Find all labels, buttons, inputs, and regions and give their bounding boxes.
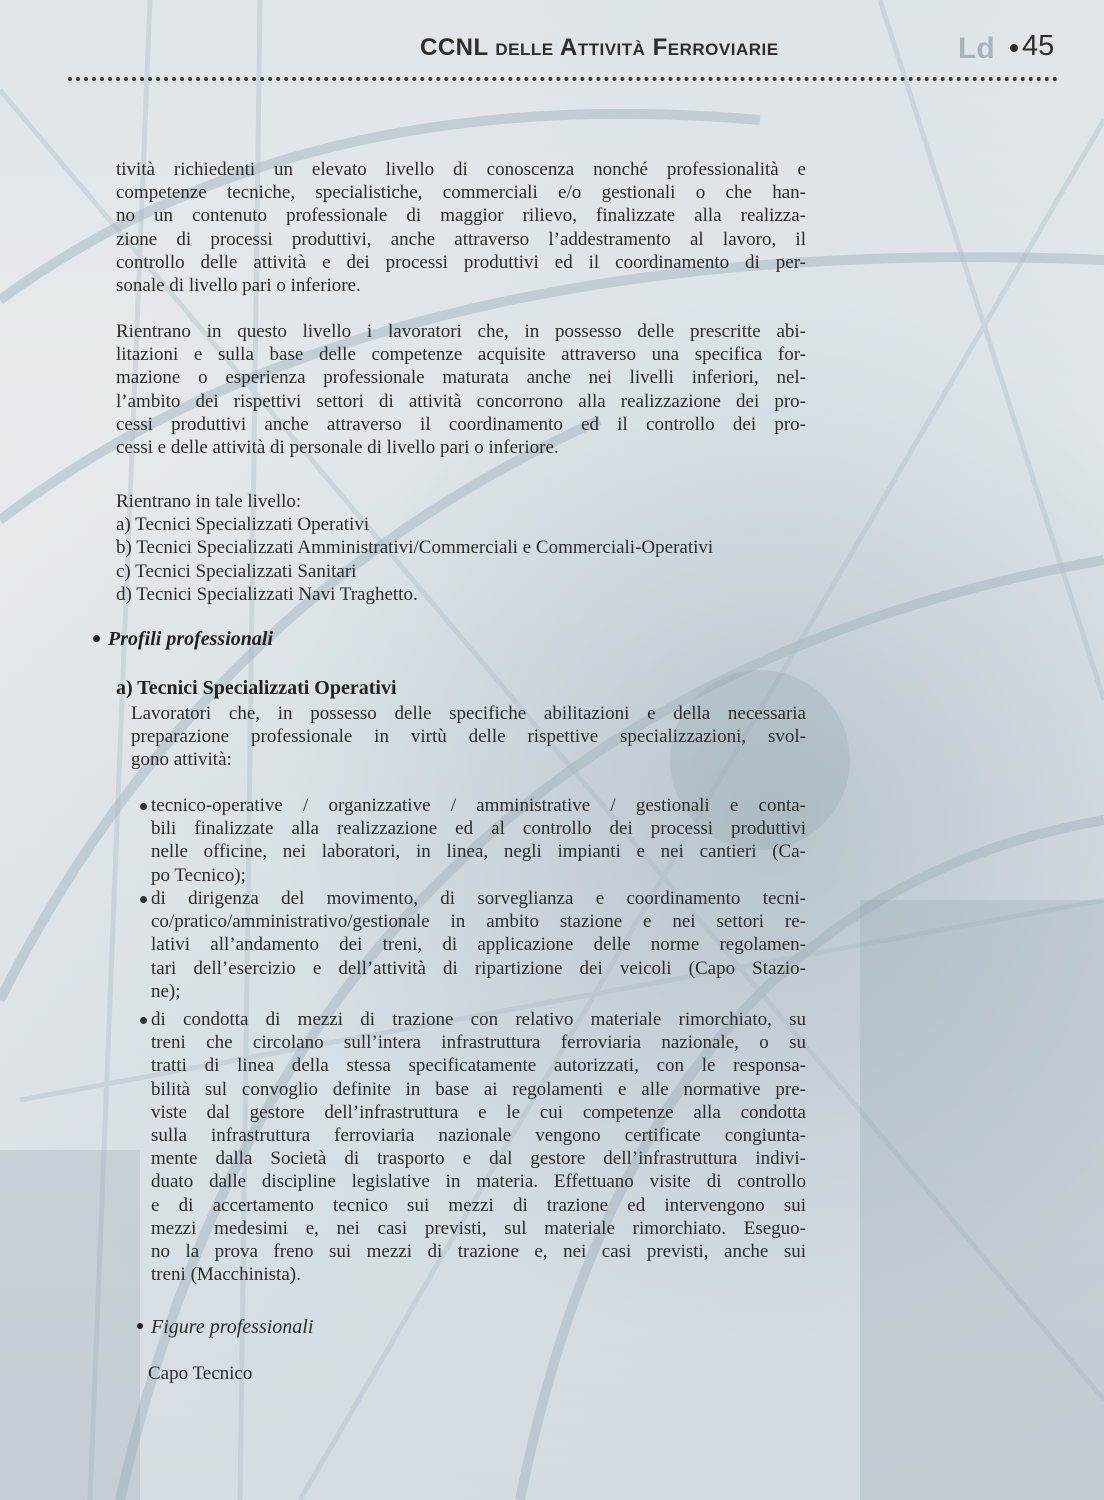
text-line: controllo delle attività e dei processi produttivi ed il coordinamento di per- xyxy=(116,251,806,273)
intro-paragraph xyxy=(116,158,806,297)
text-line: sonale di livello pari o inferiore. xyxy=(116,274,361,296)
profile-intro-paragraph xyxy=(131,702,806,772)
text-line: duato dalle discipline legislative in materia. Effettuano visite di controllo xyxy=(151,1171,806,1193)
text-line: co/pratico/amministrativo/gestionale in ambito stazione e nei settori re- xyxy=(151,911,806,933)
activity-item-capo-stazione xyxy=(151,887,806,1003)
level-description-paragraph xyxy=(116,320,806,459)
text-line: cessi e delle attività di personale di livello pari o inferiore. xyxy=(116,436,559,458)
header-separator-dot xyxy=(1010,44,1018,52)
text-line: no un contenuto professionale di maggior rilievo, finalizzate alla realizza- xyxy=(116,205,806,227)
page-number: 45 xyxy=(1022,30,1055,62)
text-line: di condotta di mezzi di trazione con relativo materiale rimorchiato, su xyxy=(151,1009,806,1030)
section-heading-text: Profili professionali xyxy=(108,628,274,650)
text-line: sulla infrastruttura ferroviaria nazionale vengono certificate congiunta- xyxy=(151,1124,806,1146)
text-line: nelle officine, nei laboratori, in linea, negli impianti e nei cantieri (Ca- xyxy=(151,841,806,863)
heading-bullet xyxy=(137,1323,143,1329)
running-header-title: CCNL delle Attività Ferroviarie xyxy=(420,34,779,61)
text-line: tari dell’esercizio e dell’attività di ripartizione dei veicoli (Capo Stazio- xyxy=(151,957,806,979)
activity-item-capo-tecnico xyxy=(151,794,806,887)
text-line: viste dal gestore dell’infrastruttura e le cui competenze alla condotta xyxy=(151,1101,806,1123)
text-line: mezzi medesimi e, nei casi previsti, sul materiale rimorchiato. Eseguo- xyxy=(151,1217,806,1239)
text-line: no la prova freno sui mezzi di trazione e, nei casi previsti, anche sui xyxy=(151,1240,806,1262)
text-line: ne); xyxy=(151,980,181,1002)
list-bullet xyxy=(140,1017,147,1024)
text-line: lativi all’andamento dei treni, di applicazione delle norme regolamen- xyxy=(151,934,806,956)
list-bullet xyxy=(140,896,147,903)
levels-list-intro: Rientrano in tale livello: xyxy=(116,491,302,512)
text-line: bilità sul convoglio definite in base ai regolamenti e alle normative pre- xyxy=(151,1078,806,1100)
levels-list-item: c) Tecnici Specializzati Sanitari xyxy=(116,560,357,582)
text-line: e di accertamento tecnico sui mezzi di trazione ed intervengono sui xyxy=(151,1194,806,1216)
activity-item-macchinista xyxy=(151,1008,806,1286)
publisher-logo: Ld xyxy=(958,32,995,65)
text-line: preparazione professionale in virtù delle rispettive specializzazioni, svol- xyxy=(131,726,806,748)
text-line: treni che circolano sull’intera infrastruttura ferroviaria nazionale, o su xyxy=(151,1032,806,1054)
text-line: mazione o esperienza professionale maturata anche nei livelli inferiori, nel- xyxy=(116,367,806,389)
figures-heading xyxy=(137,1316,313,1339)
figures-heading-text: Figure professionali xyxy=(151,1316,314,1338)
text-line: tività richiedenti un elevato livello di conoscenza nonché professionalità e xyxy=(116,159,806,180)
text-line: competenze tecniche, specialistiche, commerciali e/o gestionali o che han- xyxy=(116,182,806,204)
levels-list xyxy=(116,490,806,606)
subsection-heading: a) Tecnici Specializzati Operativi xyxy=(116,677,397,699)
text-line: Lavoratori che, in possesso delle specifiche abilitazioni e della necessaria xyxy=(131,703,806,724)
list-bullet xyxy=(140,803,147,810)
heading-bullet xyxy=(93,635,100,642)
levels-list-item: d) Tecnici Specializzati Navi Traghetto. xyxy=(116,583,418,605)
header-dotted-rule xyxy=(68,77,1058,81)
text-line: mente dalla Società di trasporto e dal gestore dell’infrastruttura indivi- xyxy=(151,1148,806,1170)
text-line: cessi produttivi anche attraverso il coordinamento ed il controllo dei pro- xyxy=(116,413,806,435)
text-line: treni (Macchinista). xyxy=(151,1264,301,1286)
section-heading xyxy=(93,628,273,651)
text-line: l’ambito dei rispettivi settori di attività concorrono alla realizzazione dei pro- xyxy=(116,390,806,412)
text-line: zione di processi produttivi, anche attraverso l’addestramento al lavoro, il xyxy=(116,228,806,250)
text-line: tecnico-operative / organizzative / amministrative / gestionali e conta- xyxy=(151,795,806,816)
figure-role: Capo Tecnico xyxy=(148,1363,253,1384)
text-line: di dirigenza del movimento, di sorveglianza e coordinamento tecni- xyxy=(151,888,806,909)
levels-list-item: a) Tecnici Specializzati Operativi xyxy=(116,514,370,536)
text-line: litazioni e sulla base delle competenze acquisite attraverso una specifica for- xyxy=(116,344,806,366)
text-line: tratti di linea della stessa specificatamente autorizzati, con le responsa- xyxy=(151,1055,806,1077)
text-line: po Tecnico); xyxy=(151,864,246,886)
levels-list-item: b) Tecnici Specializzati Amministrativi/Commerciali e Commerciali-Operativi xyxy=(116,537,714,559)
text-line: bili finalizzate alla realizzazione ed al controllo dei processi produttivi xyxy=(151,818,806,840)
text-line: Rientrano in questo livello i lavoratori che, in possesso delle prescritte abi- xyxy=(116,321,806,342)
text-line: gono attività: xyxy=(131,749,232,771)
